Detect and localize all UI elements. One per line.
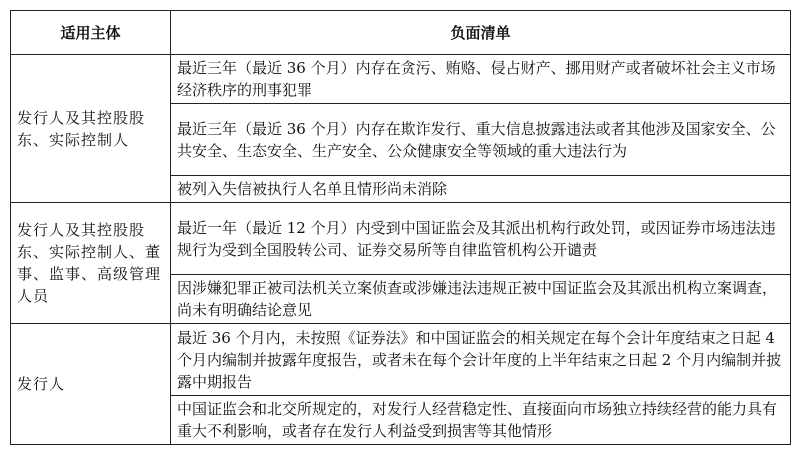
list-item-cell: 最近三年（最近 36 个月）内存在欺诈发行、重大信息披露违法或者其他涉及国家安全、公共安全、生态安全、生产安全、公众健康安全等领域的重大违法行为 — [171, 104, 791, 176]
subject-cell: 发行人及其控股股东、实际控制人、董事、监事、高级管理人员 — [11, 203, 171, 324]
negative-list-table — [10, 10, 791, 445]
list-item-cell: 被列入失信被执行人名单且情形尚未消除 — [171, 176, 791, 203]
list-item-cell: 最近一年（最近 12 个月）内受到中国证监会及其派出机构行政处罚，或因证券市场违法违规行为受到全国股转公司、证券交易所等自律监管机构公开谴责 — [171, 203, 791, 275]
list-item-cell: 因涉嫌犯罪正被司法机关立案侦查或涉嫌违法违规正被中国证监会及其派出机构立案调查，尚未有明确结论意见 — [171, 275, 791, 324]
header-negative-list: 负面清单 — [171, 11, 791, 55]
table-row — [11, 324, 791, 396]
header-subject: 适用主体 — [11, 11, 171, 55]
table-header-row — [11, 11, 791, 55]
list-item-cell: 最近 36 个月内，未按照《证券法》和中国证监会的相关规定在每个会计年度结束之日起 4 个月内编制并披露年度报告，或者未在每个会计年度的上半年结束之日起 2 个月内编制并披露中期报告 — [171, 324, 791, 396]
list-item-cell: 中国证监会和北交所规定的，对发行人经营稳定性、直接面向市场独立持续经营的能力具有重大不利影响，或者存在发行人利益受到损害等其他情形 — [171, 396, 791, 445]
list-item-cell: 最近三年（最近 36 个月）内存在贪污、贿赂、侵占财产、挪用财产或者破坏社会主义市场经济秩序的刑事犯罪 — [171, 55, 791, 104]
subject-cell: 发行人 — [11, 324, 171, 445]
table-row — [11, 55, 791, 104]
subject-cell: 发行人及其控股股东、实际控制人 — [11, 55, 171, 203]
table-row — [11, 203, 791, 275]
